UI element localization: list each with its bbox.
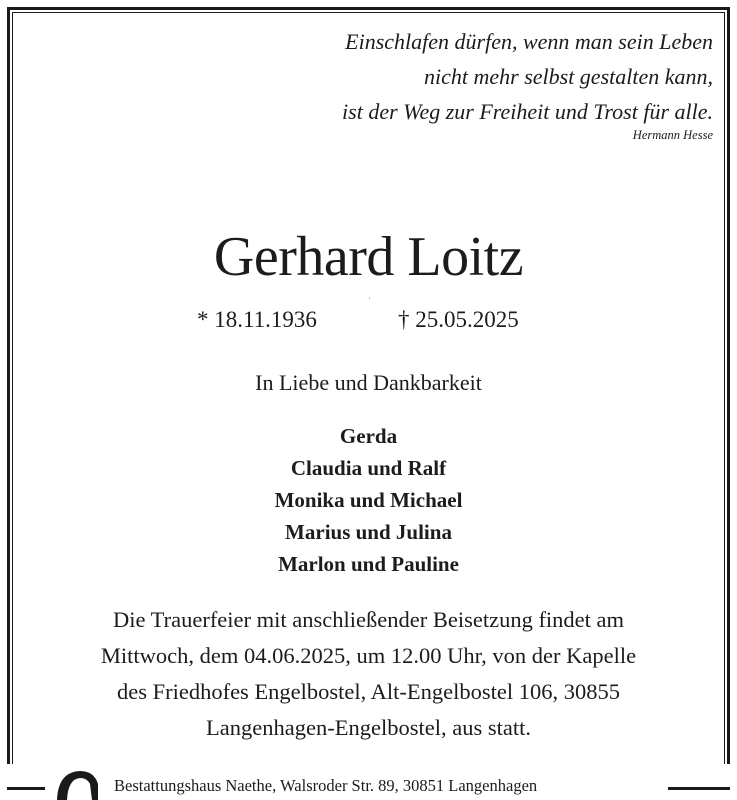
service-line: des Friedhofes Engelbostel, Alt-Engelbostel 106, 30855 <box>116 679 621 704</box>
mourner-name: Marlon und Pauline <box>278 552 459 576</box>
footer <box>0 764 737 800</box>
quote-author: Hermann Hesse <box>632 128 713 142</box>
arch-logo-icon <box>54 764 102 800</box>
quote-line: nicht mehr selbst gestalten kann, <box>423 64 713 89</box>
footer-rule-left <box>7 787 45 790</box>
service-line: Die Trauerfeier mit anschließender Beisetzung findet am <box>112 607 625 632</box>
quote-block <box>342 24 713 143</box>
service-line: Mittwoch, dem 04.06.2025, um 12.00 Uhr, von der Kapelle <box>100 643 637 668</box>
footer-rule-right <box>668 787 730 790</box>
funeral-home-info: Bestattungshaus Naethe, Walsroder Str. 89, 30851 Langenhagen <box>114 776 538 795</box>
mourner-name: Monika und Michael <box>274 488 463 512</box>
quote-line: Einschlafen dürfen, wenn man sein Leben <box>345 29 713 54</box>
deceased-name: Gerhard Loitz <box>213 226 524 288</box>
mourners-list <box>0 420 737 580</box>
quote-line: ist der Weg zur Freiheit und Trost für alle. <box>342 99 713 124</box>
decorative-mark: ' <box>369 296 371 305</box>
mourner-name: Claudia und Ralf <box>290 456 447 480</box>
service-announcement <box>0 602 737 746</box>
service-line: Langenhagen-Engelbostel, aus statt. <box>206 715 531 740</box>
birth-date: * 18.11.1936 <box>197 307 317 332</box>
death-date: † 25.05.2025 <box>398 307 519 332</box>
mourner-name: Marius und Julina <box>285 520 452 544</box>
intro-text: In Liebe und Dankbarkeit <box>255 370 482 395</box>
mourner-name: Gerda <box>339 424 398 448</box>
